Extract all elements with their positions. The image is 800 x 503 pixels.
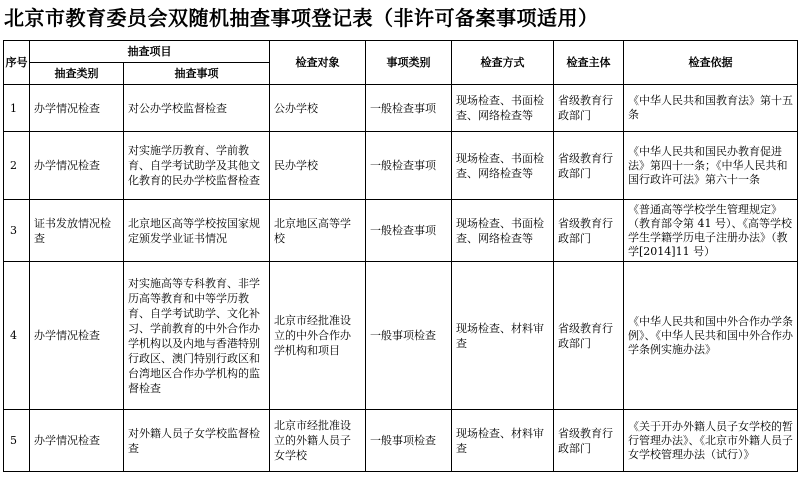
cell-seq: 2: [4, 132, 30, 200]
cell-seq: 3: [4, 200, 30, 262]
cell-seq: 1: [4, 85, 30, 132]
cell-method: 现场检查、书面检查、网络检查等: [452, 85, 554, 132]
cell-method: 现场检查、材料审查: [452, 262, 554, 410]
cell-matter: 对实施高等专科教育、非学历高等教育和中等学历教育、自学考试助学、文化补习、学前教育的中外合作办学机构以及内地与香港特别行政区、澳门特别行政区和台湾地区合作办学机构的监督检查: [124, 262, 270, 410]
registration-table: [3, 40, 798, 472]
table-row: [4, 200, 798, 262]
header-seq: 序号: [4, 41, 30, 85]
cell-matter-type: 一般检查事项: [366, 200, 452, 262]
cell-matter-type: 一般事项检查: [366, 262, 452, 410]
cell-target: 北京市经批准设立的外籍人员子女学校: [270, 410, 366, 472]
cell-category: 办学情况检查: [30, 262, 124, 410]
header-basis: 检查依据: [624, 41, 798, 85]
cell-category: 办学情况检查: [30, 132, 124, 200]
cell-seq: 4: [4, 262, 30, 410]
cell-basis: 《关于开办外籍人员子女学校的暂行管理办法》、《北京市外籍人员子女学校管理办法（试行）》: [624, 410, 798, 472]
cell-matter-type: 一般检查事项: [366, 85, 452, 132]
cell-method: 现场检查、书面检查、网络检查等: [452, 132, 554, 200]
cell-subject: 省级教育行政部门: [554, 200, 624, 262]
header-method: 检查方式: [452, 41, 554, 85]
cell-seq: 5: [4, 410, 30, 472]
cell-subject: 省级教育行政部门: [554, 85, 624, 132]
cell-target: 北京地区高等学校: [270, 200, 366, 262]
header-target: 检查对象: [270, 41, 366, 85]
cell-target: 公办学校: [270, 85, 366, 132]
cell-basis: 《中华人民共和国教育法》第十五条: [624, 85, 798, 132]
cell-subject: 省级教育行政部门: [554, 262, 624, 410]
cell-basis: 《普通高等学校学生管理规定》（教育部令第 41 号）、《高等学校学生学籍学历电子注册办法》（教学[2014]11 号）: [624, 200, 798, 262]
cell-basis: 《中华人民共和国中外合作办学条例》、《中华人民共和国中外合作办学条例实施办法》: [624, 262, 798, 410]
cell-matter-type: 一般检查事项: [366, 132, 452, 200]
header-matter-type: 事项类别: [366, 41, 452, 85]
cell-target: 北京市经批准设立的中外合作办学机构和项目: [270, 262, 366, 410]
page-title: 北京市教育委员会双随机抽查事项登记表（非许可备案事项适用）: [4, 6, 599, 30]
cell-category: 办学情况检查: [30, 85, 124, 132]
header-matter: 抽查事项: [124, 63, 270, 85]
header-subject: 检查主体: [554, 41, 624, 85]
table-row: [4, 262, 798, 410]
cell-method: 现场检查、书面检查、网络检查等: [452, 200, 554, 262]
cell-category: 办学情况检查: [30, 410, 124, 472]
cell-subject: 省级教育行政部门: [554, 410, 624, 472]
header-inspection-item: 抽查项目: [30, 41, 270, 63]
cell-subject: 省级教育行政部门: [554, 132, 624, 200]
cell-target: 民办学校: [270, 132, 366, 200]
table-row: [4, 85, 798, 132]
cell-matter: 对实施学历教育、学前教育、自学考试助学及其他文化教育的民办学校监督检查: [124, 132, 270, 200]
cell-category: 证书发放情况检查: [30, 200, 124, 262]
table-row: [4, 410, 798, 472]
header-row-top: [4, 41, 798, 63]
cell-matter: 北京地区高等学校按国家规定颁发学业证书情况: [124, 200, 270, 262]
header-category: 抽查类别: [30, 63, 124, 85]
cell-matter: 对外籍人员子女学校监督检查: [124, 410, 270, 472]
cell-method: 现场检查、材料审查: [452, 410, 554, 472]
cell-matter-type: 一般事项检查: [366, 410, 452, 472]
table-row: [4, 132, 798, 200]
cell-matter: 对公办学校监督检查: [124, 85, 270, 132]
cell-basis: 《中华人民共和国民办教育促进法》第四十一条；《中华人民共和国行政许可法》第六十一条: [624, 132, 798, 200]
